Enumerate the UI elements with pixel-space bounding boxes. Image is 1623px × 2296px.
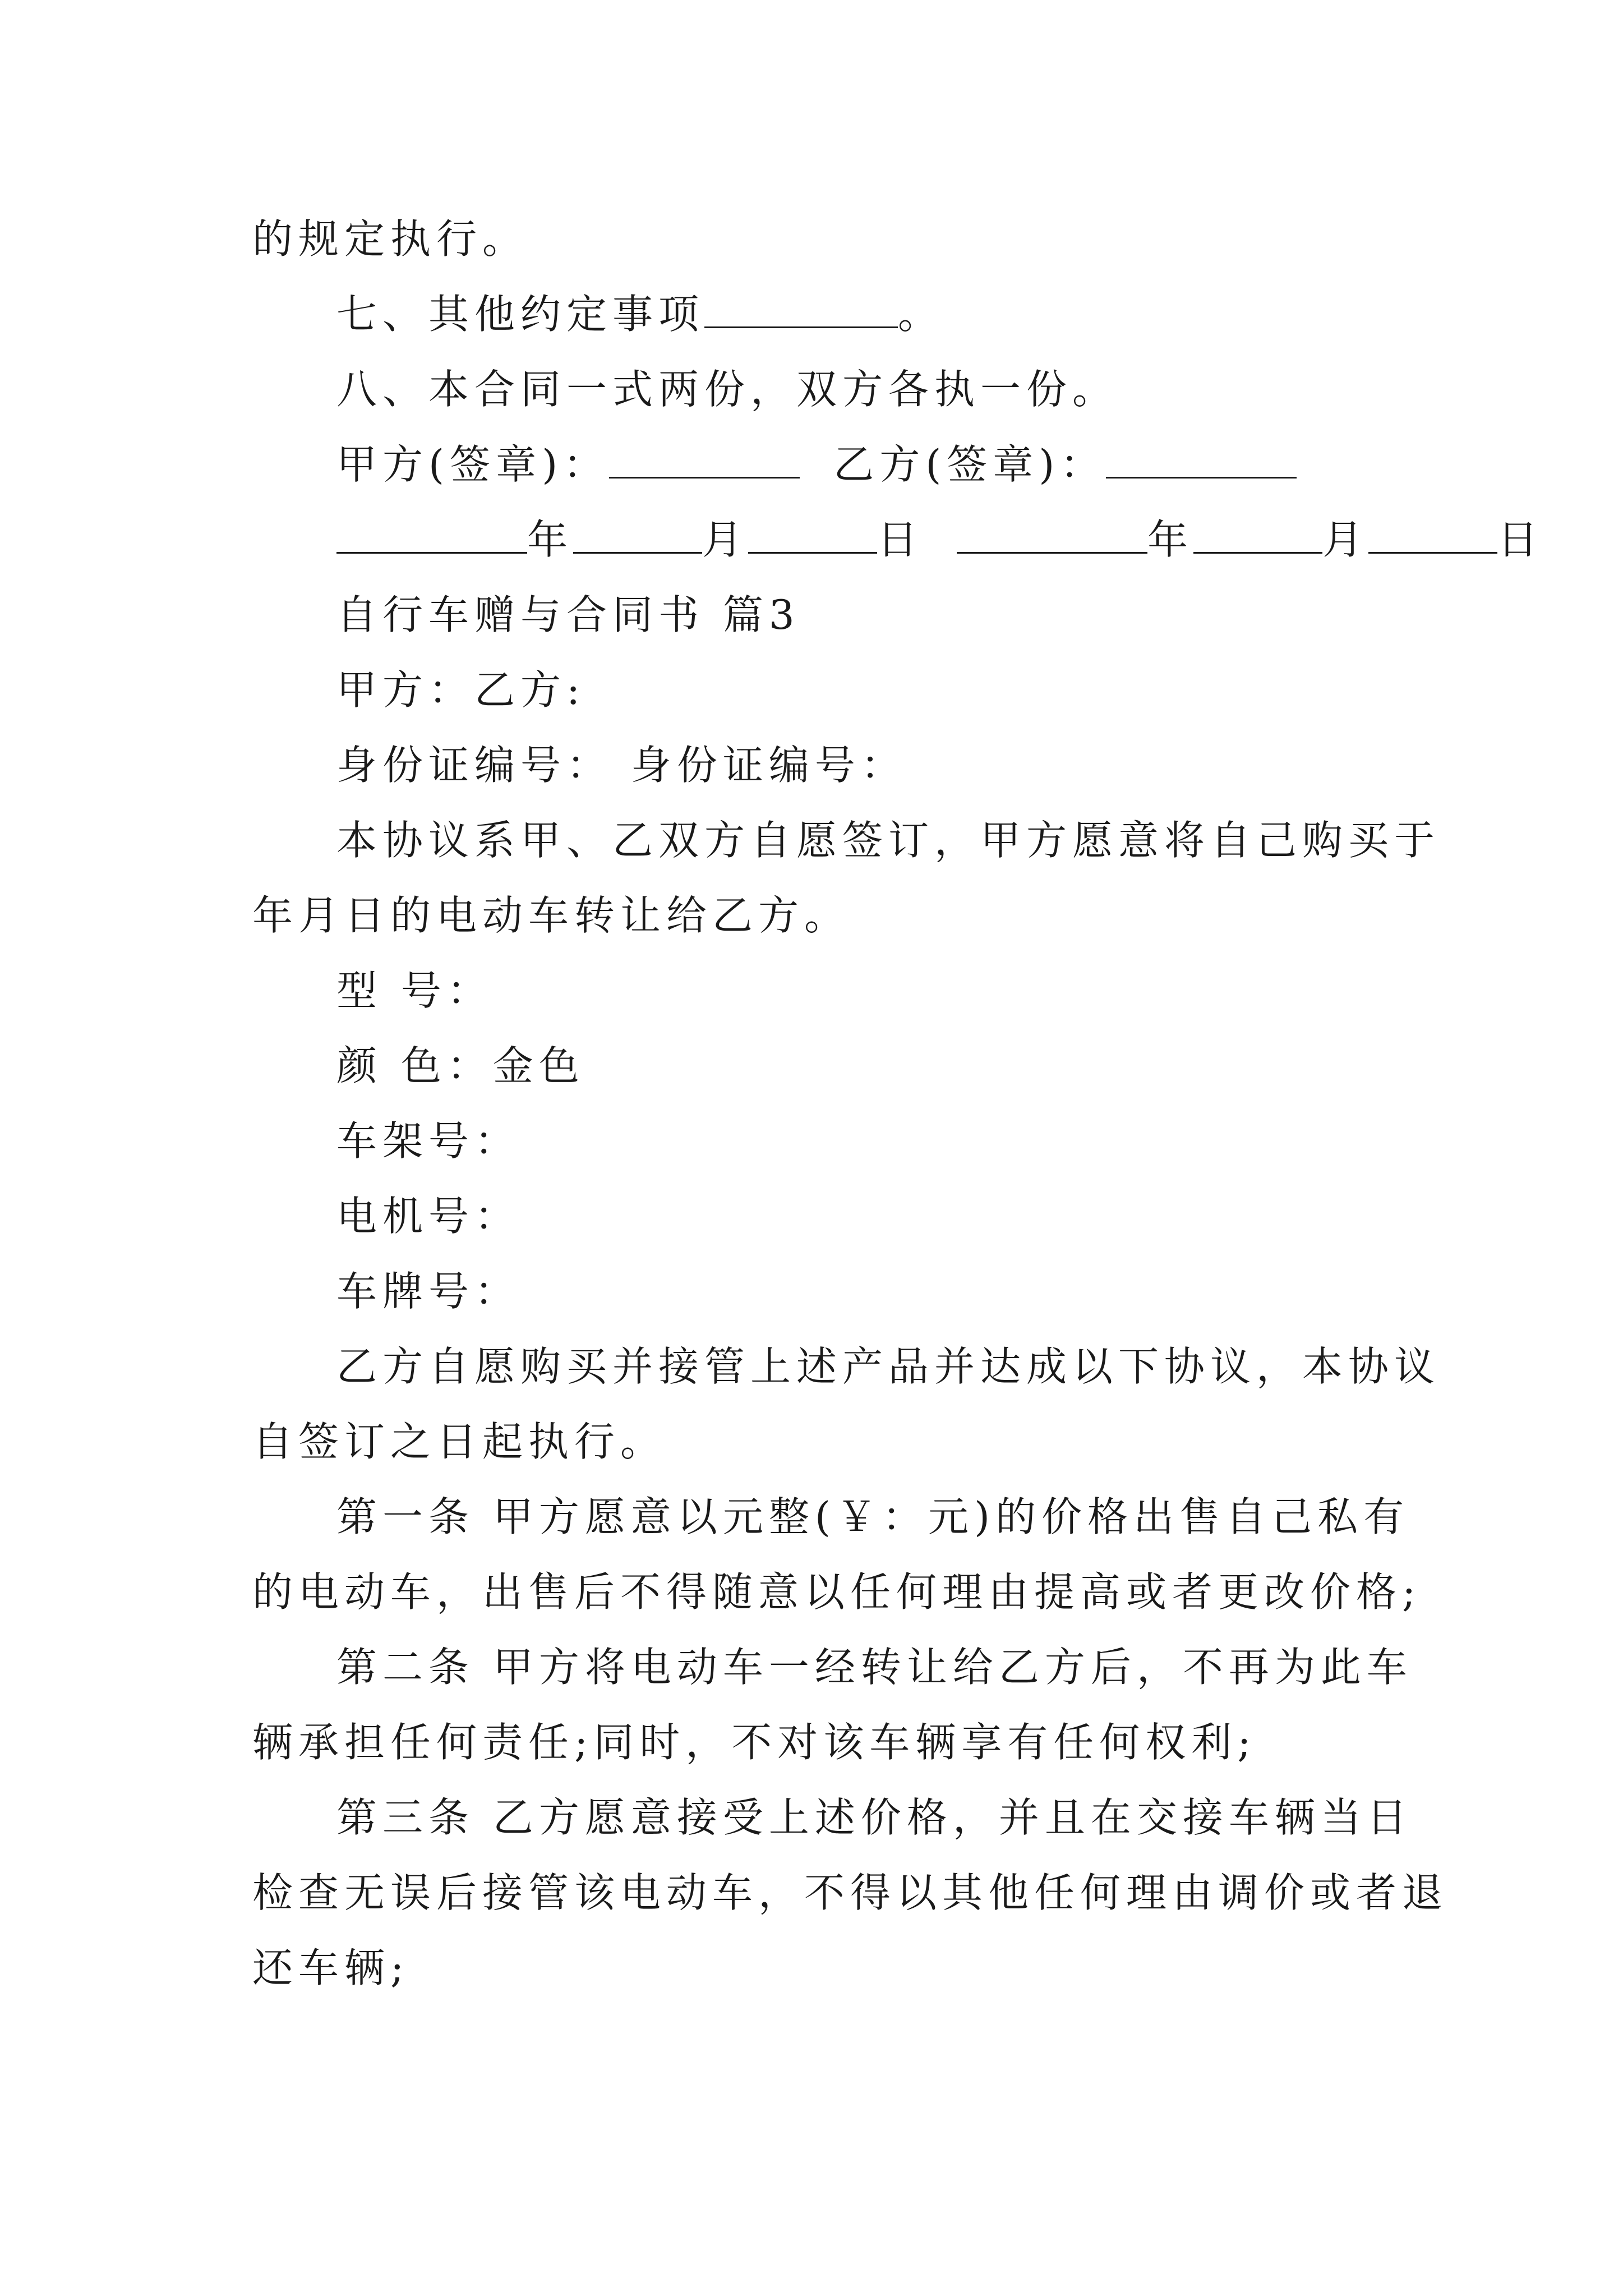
fill-in-blank bbox=[573, 513, 702, 554]
date-year-label: 年 bbox=[527, 516, 574, 563]
date-day-label: 日 bbox=[877, 516, 924, 563]
text-segment: 。 bbox=[898, 291, 944, 338]
signature-line bbox=[0, 438, 1623, 491]
section-heading: 自行车赠与合同书 篇3 bbox=[336, 591, 800, 638]
text-segment: 七、其他约定事项 bbox=[336, 291, 705, 338]
text-line: 检查无误后接管该电动车，不得以其他任何理由调价或者退 bbox=[252, 1869, 1449, 1916]
fill-in-blank bbox=[1106, 438, 1297, 478]
text-line: 甲方：乙方: bbox=[336, 666, 586, 714]
text-line: 自签订之日起执行。 bbox=[252, 1418, 667, 1465]
fill-in-blank bbox=[1193, 513, 1322, 554]
text-line: 本协议系甲、乙双方自愿签订，甲方愿意将自己购买于 bbox=[336, 817, 1441, 864]
date-day-label: 日 bbox=[1497, 516, 1544, 563]
text-line: 的规定执行。 bbox=[252, 215, 529, 263]
text-line: 身份证编号： 身份证编号： bbox=[336, 742, 907, 789]
text-line: 型 号： bbox=[336, 967, 493, 1014]
text-line: 辆承担任何责任;同时，不对该车辆享有任何权利; bbox=[252, 1719, 1257, 1766]
text-line: 车架号： bbox=[336, 1117, 521, 1165]
party-a-seal-label: 甲方(签章)： bbox=[336, 441, 610, 488]
date-year-label: 年 bbox=[1147, 516, 1194, 563]
text-line: 还车辆; bbox=[252, 1944, 410, 1991]
fill-in-blank bbox=[1368, 513, 1497, 554]
date-line bbox=[0, 513, 1623, 567]
fill-in-blank bbox=[609, 438, 800, 478]
fill-in-blank bbox=[748, 513, 877, 554]
text-line: 八、本合同一式两份，双方各执一份。 bbox=[336, 366, 1119, 413]
date-month-label: 月 bbox=[1322, 516, 1369, 563]
party-b-seal-label: 乙方(签章)： bbox=[833, 441, 1106, 488]
text-line bbox=[0, 287, 1623, 341]
text-line: 颜 色：金色 bbox=[336, 1042, 585, 1089]
text-line: 年月日的电动车转让给乙方。 bbox=[252, 892, 851, 939]
date-month-label: 月 bbox=[702, 516, 749, 563]
text-line: 第二条 甲方将电动车一经转让给乙方后，不再为此车 bbox=[336, 1644, 1413, 1691]
fill-in-blank bbox=[336, 513, 527, 554]
fill-in-blank bbox=[957, 513, 1147, 554]
text-line: 的电动车，出售后不得随意以任何理由提高或者更改价格; bbox=[252, 1568, 1422, 1616]
text-line: 第一条 甲方愿意以元整(￥：元)的价格出售自己私有 bbox=[336, 1493, 1410, 1540]
text-line: 第三条 乙方愿意接受上述价格，并且在交接车辆当日 bbox=[336, 1794, 1413, 1841]
fill-in-blank bbox=[704, 287, 898, 328]
text-line: 乙方自愿购买并接管上述产品并达成以下协议，本协议 bbox=[336, 1343, 1441, 1390]
text-line: 车牌号： bbox=[336, 1268, 521, 1315]
text-line: 电机号： bbox=[336, 1193, 521, 1240]
